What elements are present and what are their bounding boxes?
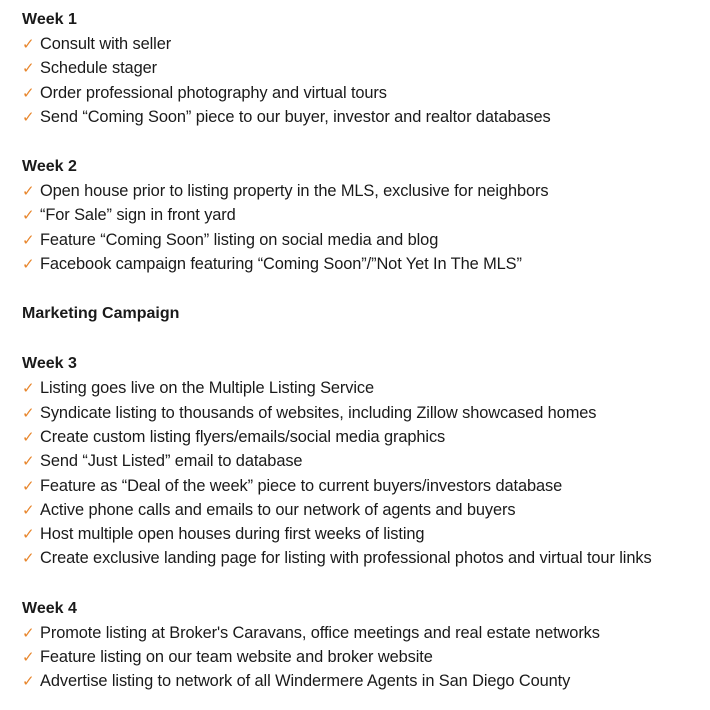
checklist-item: [22, 522, 706, 546]
checklist-item-text: Feature as “Deal of the week” piece to current buyers/investors database: [40, 476, 563, 495]
checkmark-icon: ✓: [22, 83, 35, 102]
marketing-plan-document: [22, 8, 706, 694]
section-heading: Week 4: [22, 599, 77, 617]
section: [22, 302, 706, 326]
section: [22, 8, 706, 129]
checklist-item: [22, 81, 706, 105]
checklist-item-text: Feature listing on our team website and broker website: [40, 648, 433, 667]
checklist-item-text: Active phone calls and emails to our network of agents and buyers: [40, 500, 516, 519]
checklist-item-text: Consult with seller: [40, 35, 172, 53]
checkmark-icon: ✓: [22, 255, 35, 274]
checkmark-icon: ✓: [22, 35, 35, 53]
checkmark-icon: ✓: [22, 500, 35, 519]
checklist-item-text: Feature “Coming Soon” listing on social media and blog: [40, 230, 439, 249]
checklist-item-text: Send “Just Listed” email to database: [40, 452, 303, 471]
checklist-item-text: Promote listing at Broker's Caravans, office meetings and real estate networks: [40, 623, 600, 642]
checkmark-icon: ✓: [22, 230, 35, 249]
checklist-item-text: Advertise listing to network of all Windermere Agents in San Diego County: [40, 672, 571, 691]
checklist-item-text: Open house prior to listing property in the MLS, exclusive for neighbors: [40, 182, 549, 201]
checklist-item: [22, 56, 706, 80]
checklist: [22, 376, 706, 570]
checklist-item: [22, 621, 706, 645]
checkmark-icon: ✓: [22, 182, 35, 201]
section-heading: Marketing Campaign: [22, 305, 180, 323]
checklist-item: [22, 105, 706, 129]
checkmark-icon: ✓: [22, 427, 35, 446]
checklist-item: [22, 546, 706, 570]
checklist-item: [22, 645, 706, 669]
checklist-item: [22, 449, 706, 473]
checkmark-icon: ✓: [22, 525, 35, 544]
checklist: [22, 179, 706, 276]
checkmark-icon: ✓: [22, 672, 35, 691]
checklist-item-text: Schedule stager: [40, 59, 157, 78]
section: [22, 597, 706, 694]
checkmark-icon: ✓: [22, 107, 35, 126]
checklist-item: [22, 401, 706, 425]
section-heading: Week 1: [22, 11, 77, 28]
checkmark-icon: ✓: [22, 549, 35, 568]
checklist-item-text: Facebook campaign featuring “Coming Soon”/”Not Yet In The MLS”: [40, 255, 522, 274]
checklist-item: [22, 203, 706, 227]
checklist: [22, 32, 706, 129]
checklist-item: [22, 498, 706, 522]
checklist: [22, 621, 706, 694]
checkmark-icon: ✓: [22, 59, 35, 78]
checkmark-icon: ✓: [22, 379, 35, 398]
checkmark-icon: ✓: [22, 476, 35, 495]
checkmark-icon: ✓: [22, 648, 35, 667]
checklist-item-text: Host multiple open houses during first weeks of listing: [40, 525, 425, 544]
checklist-item: [22, 474, 706, 498]
checklist-item-text: Create exclusive landing page for listing with professional photos and virtual tour links: [40, 549, 652, 568]
checklist-item: [22, 32, 706, 56]
section-heading: Week 2: [22, 158, 77, 176]
checklist-item: [22, 669, 706, 693]
checklist-item: [22, 179, 706, 203]
section: [22, 155, 706, 276]
section: [22, 352, 706, 570]
checkmark-icon: ✓: [22, 403, 35, 422]
checkmark-icon: ✓: [22, 206, 35, 225]
checklist-item-text: Syndicate listing to thousands of websites, including Zillow showcased homes: [40, 403, 597, 422]
checklist-item: [22, 252, 706, 276]
checklist-item-text: Send “Coming Soon” piece to our buyer, investor and realtor databases: [40, 107, 551, 126]
checklist-item-text: Listing goes live on the Multiple Listing Service: [40, 379, 375, 398]
checkmark-icon: ✓: [22, 452, 35, 471]
checklist-item: [22, 425, 706, 449]
checklist-item: [22, 376, 706, 400]
section-heading: Week 3: [22, 355, 77, 373]
checklist-item: [22, 228, 706, 252]
checklist-item-text: Order professional photography and virtual tours: [40, 83, 387, 102]
checklist-item-text: “For Sale” sign in front yard: [40, 206, 236, 225]
checklist-item-text: Create custom listing flyers/emails/social media graphics: [40, 427, 446, 446]
checkmark-icon: ✓: [22, 623, 35, 642]
